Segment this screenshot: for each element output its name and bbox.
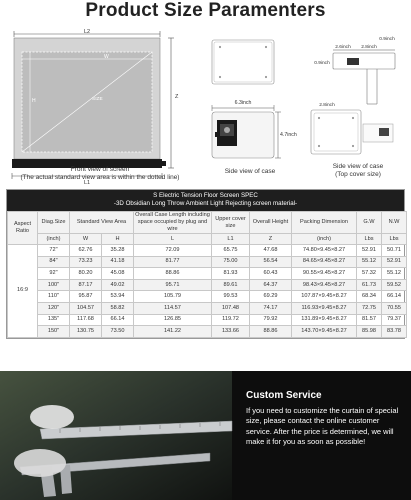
table-cell: 104.57: [70, 302, 102, 314]
unit-header: Lbs: [357, 234, 382, 245]
column-header: Overall Case Length including space occupied by plug and wire: [135, 212, 210, 232]
table-cell: 141.22: [134, 326, 212, 338]
table-cell: 41.18: [102, 256, 134, 268]
table-cell: 64.37: [250, 279, 292, 291]
page-title: Product Size Paramenters: [85, 0, 326, 21]
spec-table: [7, 211, 407, 338]
side-view-diagram: [200, 32, 295, 172]
table-cell: 68.34: [357, 291, 382, 303]
table-cell: 100": [38, 279, 70, 291]
column-header: Upper cover size: [212, 212, 250, 234]
table-cell: 50.71: [382, 245, 407, 257]
column-header: G.W: [357, 212, 382, 234]
table-row: [8, 279, 407, 291]
dim-z-label: Z: [175, 94, 179, 100]
cover-dim-2-8-bottom: 2.8inch: [319, 103, 335, 108]
table-cell: 72": [38, 245, 70, 257]
table-cell: 83.78: [382, 326, 407, 338]
table-cell: 62.76: [70, 245, 102, 257]
table-cell: 70.55: [382, 302, 407, 314]
column-header: N.W: [382, 212, 407, 234]
table-row: [8, 302, 407, 314]
table-unit-row: [8, 234, 407, 245]
table-cell: 116.93×9.45×8.27: [292, 302, 357, 314]
table-cell: 59.52: [382, 279, 407, 291]
table-cell: 85.98: [357, 326, 382, 338]
top-cover-caption: [305, 163, 411, 179]
table-cell: 84": [38, 256, 70, 268]
table-row: [8, 256, 407, 268]
table-cell: 92": [38, 268, 70, 280]
table-cell: 84.65×9.45×8.27: [292, 256, 357, 268]
spec-table-section: [6, 189, 405, 339]
table-cell: 73.23: [70, 256, 102, 268]
table-cell: 57.32: [357, 268, 382, 280]
table-cell: 133.66: [212, 326, 250, 338]
table-cell: 120": [38, 302, 70, 314]
table-cell: 114.57: [134, 302, 212, 314]
table-cell: 55.12: [357, 256, 382, 268]
unit-header: (inch): [38, 234, 70, 245]
table-cell: 75.00: [212, 256, 250, 268]
table-cell: 74.17: [250, 302, 292, 314]
table-cell: 131.89×9.45×8.27: [292, 314, 357, 326]
unit-header: (inch): [292, 234, 357, 245]
unit-header: H: [102, 234, 134, 245]
case-width-dim: 6.3inch: [234, 100, 252, 106]
top-cover-diagram: [305, 32, 405, 172]
top-cover-caption-line-1: Side view of case: [332, 163, 384, 170]
cover-dim-2-6: 2.6inch: [335, 45, 351, 50]
table-cell: 79.37: [382, 314, 407, 326]
table-cell: 61.73: [357, 279, 382, 291]
table-cell: 74.80×9.45×8.27: [292, 245, 357, 257]
table-cell: 49.02: [102, 279, 134, 291]
table-cell: 52.91: [382, 256, 407, 268]
dim-h-label: H: [32, 98, 36, 104]
table-cell: 117.68: [70, 314, 102, 326]
table-cell: 52.91: [357, 245, 382, 257]
column-header: Aspect Ratio: [8, 212, 38, 245]
table-cell: 119.72: [212, 314, 250, 326]
cover-dim-2-8-top: 2.8inch: [361, 45, 377, 50]
top-cover-caption-line-2: (Top cover size): [335, 171, 381, 178]
cover-dim-0-9-top: 0.9inch: [379, 37, 395, 42]
table-cell: 65.75: [212, 245, 250, 257]
case-top-view: [212, 40, 274, 84]
custom-service-title: Custom Service: [246, 390, 322, 401]
table-cell: 45.08: [102, 268, 134, 280]
table-cell: 81.57: [357, 314, 382, 326]
table-cell: 60.43: [250, 268, 292, 280]
table-cell: 99.53: [212, 291, 250, 303]
table-cell: 55.12: [382, 268, 407, 280]
table-cell: 98.43×9.45×8.27: [292, 279, 357, 291]
table-row: [8, 268, 407, 280]
table-cell: 87.17: [70, 279, 102, 291]
top-cover-shape: [333, 53, 395, 69]
measuring-tools-photo: [0, 371, 232, 500]
custom-service-section: [0, 371, 411, 500]
table-cell: 107.87×9.45×8.27: [292, 291, 357, 303]
table-cell: 47.68: [250, 245, 292, 257]
table-cell: 58.82: [102, 302, 134, 314]
table-cell: 72.09: [134, 245, 212, 257]
column-header: Diag.Size: [38, 212, 70, 234]
table-cell: 81.77: [134, 256, 212, 268]
table-header-row: [8, 212, 407, 234]
front-view-diagram: [8, 28, 188, 188]
column-header: Standard View Area: [70, 212, 134, 234]
unit-header: L: [134, 234, 212, 245]
table-cell: 135": [38, 314, 70, 326]
table-cell: 88.86: [134, 268, 212, 280]
table-cell: 110": [38, 291, 70, 303]
spec-table-header: [7, 190, 404, 211]
table-cell: 105.79: [134, 291, 212, 303]
column-header: Packing Dimension: [292, 212, 357, 234]
front-caption-line-1: Front view of screen: [70, 166, 130, 173]
table-cell: 90.55×9.45×8.27: [292, 268, 357, 280]
table-cell: 88.86: [250, 326, 292, 338]
table-cell: 150": [38, 326, 70, 338]
table-cell: 95.87: [70, 291, 102, 303]
table-cell: 81.93: [212, 268, 250, 280]
table-cell: 73.50: [102, 326, 134, 338]
unit-header: Z: [250, 234, 292, 245]
table-cell: 66.14: [102, 314, 134, 326]
size-label: SIZE: [92, 97, 103, 102]
table-cell: 130.75: [70, 326, 102, 338]
table-cell: 66.14: [382, 291, 407, 303]
table-cell: 53.94: [102, 291, 134, 303]
side-view-caption: Side view of case: [224, 168, 276, 175]
front-view-caption: [0, 166, 200, 182]
cover-dim-0-9-side: 0.9inch: [314, 61, 330, 66]
dim-l2-label: L2: [83, 29, 91, 35]
table-cell: 143.70×9.45×8.27: [292, 326, 357, 338]
table-row: [8, 245, 407, 257]
table-cell: 35.28: [102, 245, 134, 257]
dim-l1-label: L1: [83, 180, 91, 186]
column-header: Overall Height: [250, 212, 292, 234]
table-cell: 89.61: [212, 279, 250, 291]
table-cell: 107.48: [212, 302, 250, 314]
table-cell: 126.85: [134, 314, 212, 326]
table-cell: 79.92: [250, 314, 292, 326]
unit-header: Lbs: [382, 234, 407, 245]
table-cell: 56.54: [250, 256, 292, 268]
table-row: [8, 314, 407, 326]
front-caption-line-2: (The actual standard view area is within the dotted line): [20, 174, 180, 181]
aspect-ratio-cell: 16:9: [8, 245, 38, 338]
table-cell: 72.75: [357, 302, 382, 314]
table-row: [8, 291, 407, 303]
table-row: [8, 326, 407, 338]
spec-title: S Electric Tension Floor Screen SPEC: [153, 192, 258, 199]
cover-plate-shape: [311, 110, 361, 154]
table-cell: 80.20: [70, 268, 102, 280]
unit-header: W: [70, 234, 102, 245]
custom-service-text: If you need to customize the curtain of special size, please contact the online customer service. After the price is determined, we will make it for you as soon as possible!: [246, 406, 399, 447]
unit-header: L1: [212, 234, 250, 245]
case-height-dim: 4.7inch: [280, 132, 297, 138]
table-cell: 95.71: [134, 279, 212, 291]
dim-w-label: W: [104, 54, 109, 60]
spec-subtitle: -3D Obsidian Long Throw Ambient Light Rejecting screen material-: [113, 200, 298, 207]
table-cell: 69.29: [250, 291, 292, 303]
